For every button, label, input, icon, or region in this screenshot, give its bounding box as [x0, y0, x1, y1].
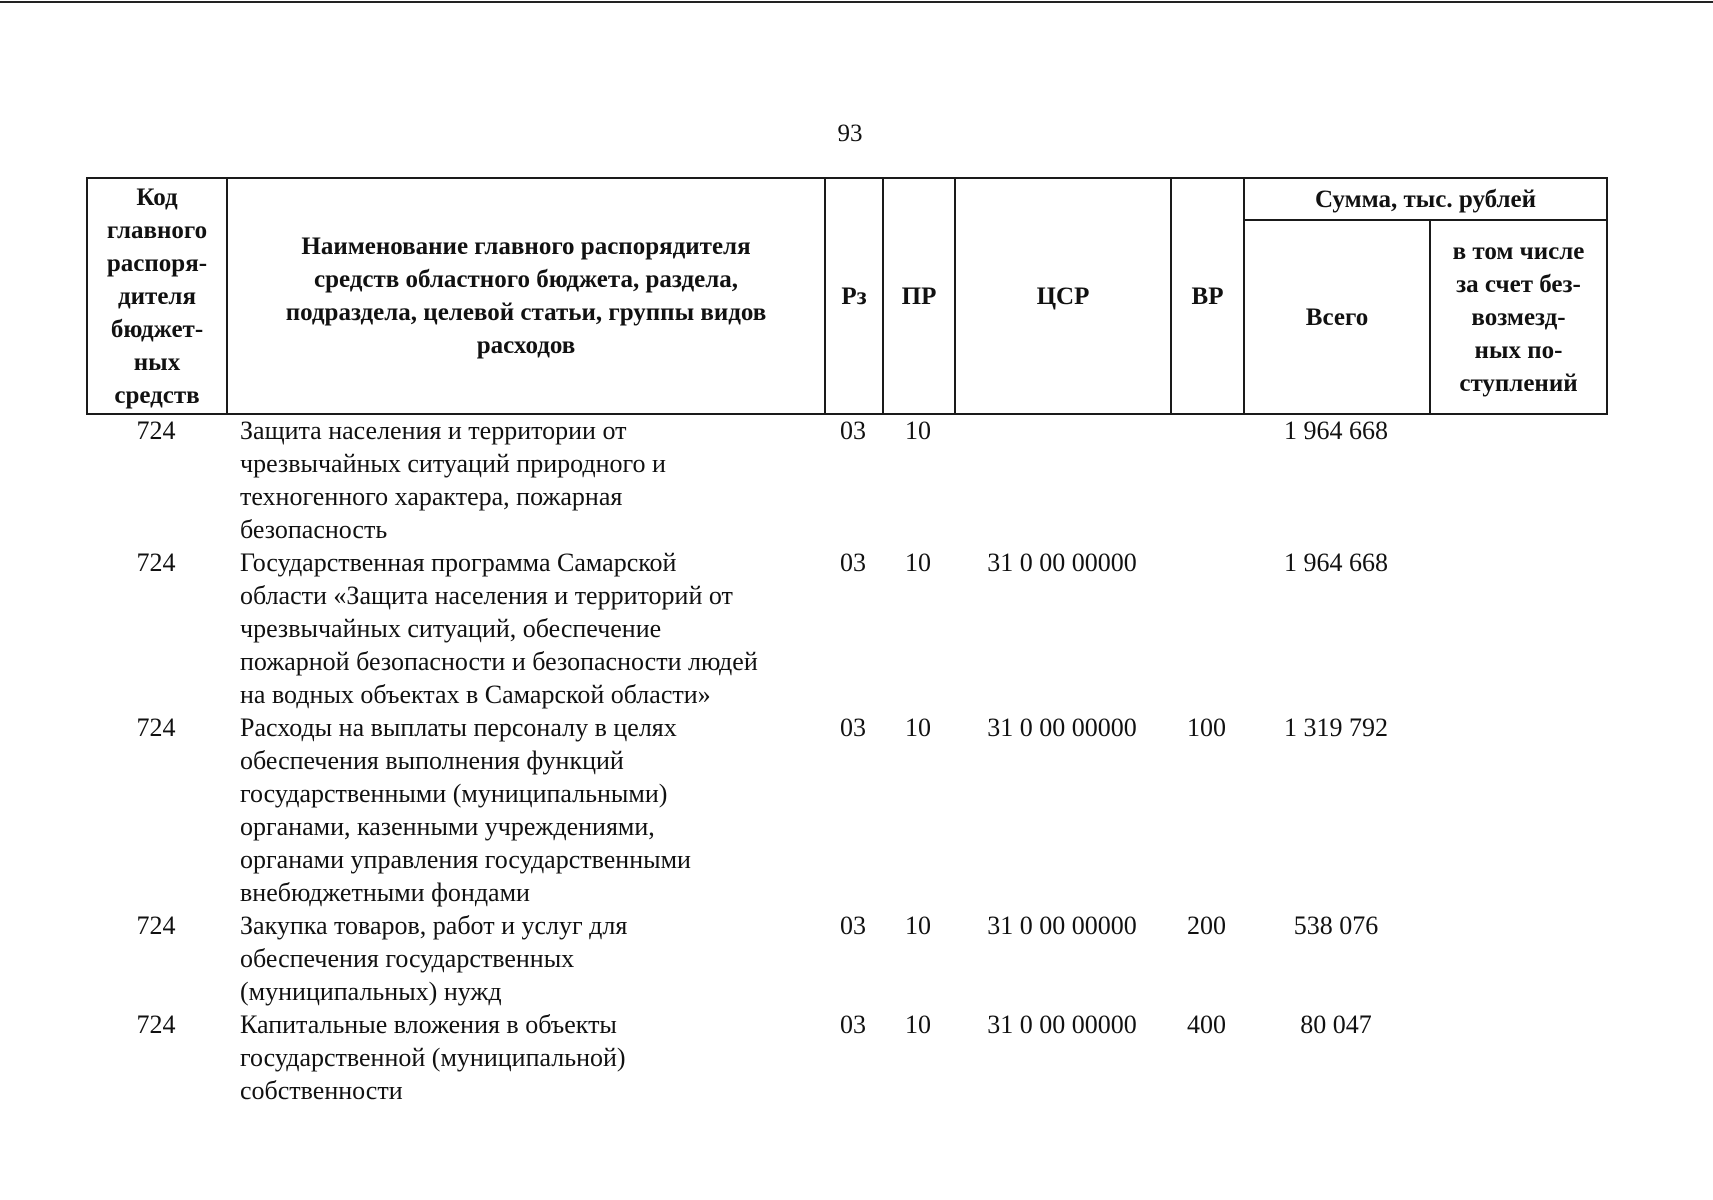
cell-rz: 03 [840, 713, 866, 742]
header-free-line: в том числе [1452, 237, 1585, 265]
cell-name-line: Капитальные вложения в объекты [240, 1010, 617, 1039]
cell-total: 538 076 [1293, 911, 1379, 940]
header-total: Всего [1244, 220, 1430, 414]
header-free [1430, 220, 1607, 414]
cell-name [226, 1008, 824, 1107]
header-name-line: Наименование главного распорядителя [301, 233, 751, 260]
cell-csr [954, 414, 1170, 546]
header-free-line: ступлений [1459, 369, 1578, 397]
table-body [86, 414, 1606, 1107]
cell-vr [1170, 546, 1243, 711]
cell-pr: 10 [905, 713, 931, 742]
cell-vr: 400 [1187, 1010, 1226, 1039]
header-pr: ПР [883, 178, 955, 414]
cell-free [1429, 414, 1606, 546]
cell-rz: 03 [840, 911, 866, 940]
cell-free [1429, 1008, 1606, 1107]
top-rule [0, 1, 1713, 3]
cell-name-line: пожарной безопасности и безопасности людей [240, 647, 758, 676]
cell-code: 724 [136, 713, 176, 742]
page-number: 93 [837, 120, 863, 147]
cell-total: 1 964 668 [1284, 416, 1388, 445]
cell-vr [1170, 414, 1243, 546]
header-code-line: главного [106, 216, 208, 244]
cell-name-line: техногенного характера, пожарная [240, 482, 623, 511]
cell-csr: 31 0 00 00000 [987, 911, 1137, 940]
cell-name-line: чрезвычайных ситуаций, обеспечение [240, 614, 662, 643]
cell-name-line: государственной (муниципальной) [240, 1043, 626, 1072]
header-rz: Рз [825, 178, 883, 414]
header-name-line: средств областного бюджета, раздела, [313, 266, 739, 293]
table-row [86, 414, 1606, 546]
header-code-line: ных [133, 348, 181, 376]
cell-pr: 10 [905, 416, 931, 445]
cell-vr: 100 [1187, 713, 1226, 742]
cell-code: 724 [136, 1010, 176, 1039]
cell-total: 80 047 [1300, 1010, 1372, 1039]
cell-name-line: на водных объектах в Самарской области» [240, 680, 711, 709]
cell-rz: 03 [840, 416, 866, 445]
table-row [86, 546, 1606, 711]
header-name [227, 178, 825, 414]
cell-name-line: чрезвычайных ситуаций природного и [240, 449, 666, 478]
cell-name-line: собственности [240, 1076, 403, 1105]
header-name-line: расходов [476, 332, 576, 359]
cell-name-line: области «Защита населения и территорий от [240, 581, 733, 610]
header-free-line: возмезд- [1471, 303, 1566, 331]
cell-name [226, 909, 824, 1008]
header-csr: ЦСР [955, 178, 1171, 414]
table-header [86, 177, 1608, 415]
cell-rz: 03 [840, 548, 866, 577]
cell-name-line: органами управления государственными [240, 845, 691, 874]
cell-free [1429, 909, 1606, 1008]
cell-pr: 10 [905, 911, 931, 940]
cell-pr: 10 [905, 548, 931, 577]
cell-name-line: обеспечения государственных [240, 944, 575, 973]
cell-name [226, 414, 824, 546]
cell-name-line: органами, казенными учреждениями, [240, 812, 655, 841]
header-sum-group: Сумма, тыс. рублей [1244, 178, 1607, 220]
table-row [86, 711, 1606, 909]
cell-code: 724 [136, 416, 176, 445]
cell-name-line: Расходы на выплаты персоналу в целях [240, 713, 677, 742]
cell-name [226, 711, 824, 909]
header-name-line: подраздела, целевой статьи, группы видов [285, 299, 767, 326]
cell-vr: 200 [1187, 911, 1226, 940]
header-vr: ВР [1171, 178, 1244, 414]
cell-name-line: Закупка товаров, работ и услуг для [240, 911, 628, 940]
cell-csr: 31 0 00 00000 [987, 713, 1137, 742]
header-free-line: за счет без- [1456, 270, 1581, 298]
header-code-line: дителя [118, 282, 196, 310]
cell-code: 724 [136, 548, 176, 577]
cell-name-line: внебюджетными фондами [240, 878, 530, 907]
cell-total: 1 964 668 [1284, 548, 1388, 577]
header-code [87, 178, 227, 414]
header-code-line: бюджет- [110, 315, 204, 343]
cell-name [226, 546, 824, 711]
header-code-line: распоря- [106, 249, 208, 277]
cell-name-line: (муниципальных) нужд [240, 977, 502, 1006]
cell-name-line: Защита населения и территории от [240, 416, 627, 445]
cell-total: 1 319 792 [1284, 713, 1388, 742]
cell-pr: 10 [905, 1010, 931, 1039]
table-row [86, 909, 1606, 1008]
cell-csr: 31 0 00 00000 [987, 548, 1137, 577]
cell-free [1429, 711, 1606, 909]
cell-name-line: государственными (муниципальными) [240, 779, 668, 808]
cell-name-line: безопасность [240, 515, 388, 544]
cell-rz: 03 [840, 1010, 866, 1039]
table-row [86, 1008, 1606, 1107]
cell-free [1429, 546, 1606, 711]
header-code-line: Код [136, 183, 178, 211]
cell-name-line: обеспечения выполнения функций [240, 746, 624, 775]
header-code-line: средств [114, 381, 200, 409]
cell-name-line: Государственная программа Самарской [240, 548, 677, 577]
cell-code: 724 [136, 911, 176, 940]
cell-csr: 31 0 00 00000 [987, 1010, 1137, 1039]
header-free-line: ных по- [1474, 336, 1563, 364]
